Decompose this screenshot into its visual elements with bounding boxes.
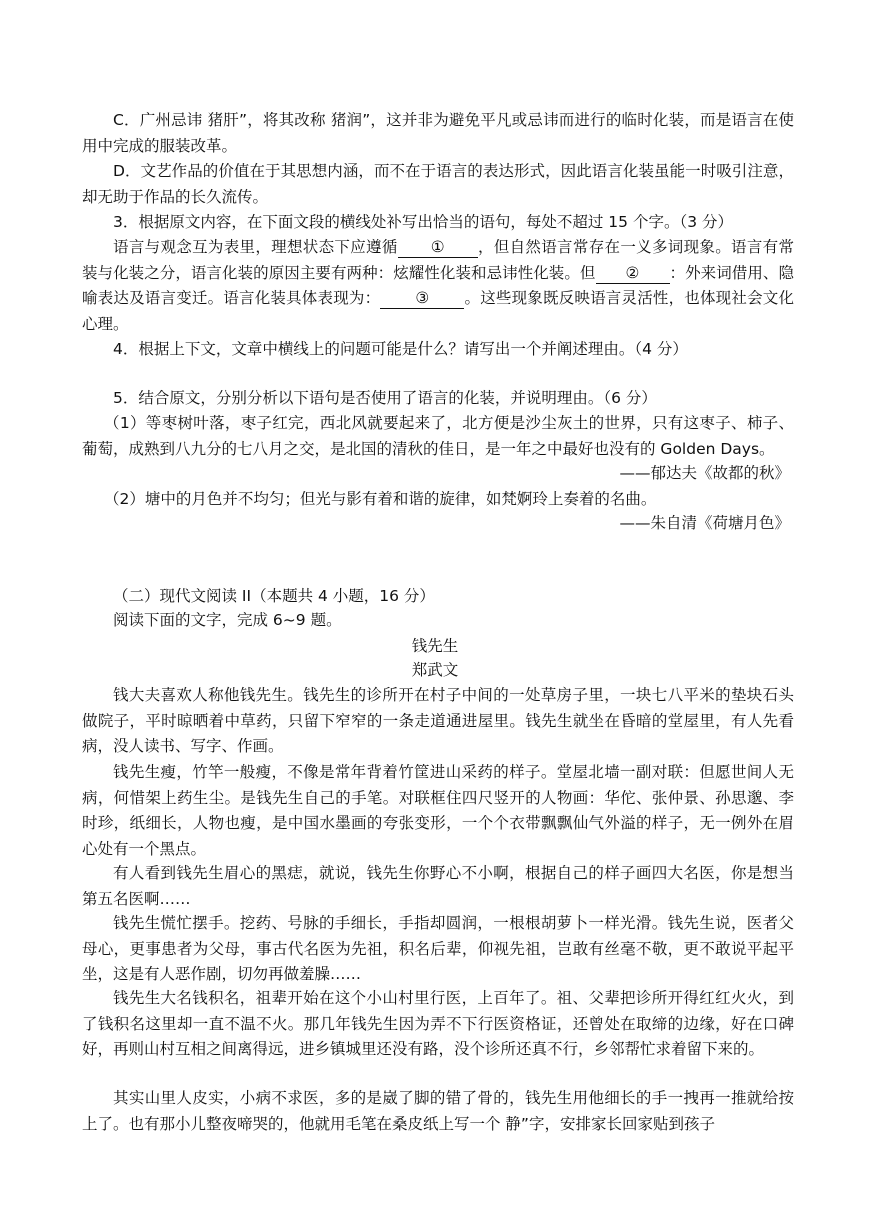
- question-5-prompt: 5．结合原文，分别分析以下语句是否使用了语言的化装，并说明理由。（6 分）: [113, 389, 657, 407]
- q3-text-2: ，但自然语言常存在一义多词现象。语言有常装与化装之分，语言化装的原因主要有两种：炫耀性化装和忌讳性化装。但: [82, 238, 794, 282]
- question-4-prompt: 4．根据上下文，文章中横线上的问题可能是什么？请写出一个并阐述理由。（4 分）: [113, 340, 688, 358]
- question-3-prompt: 3．根据原文内容，在下面文段的横线处补写出恰当的语句，每处不超过 15 个字。（3 分）: [113, 213, 733, 231]
- article-paragraph-3: 有人看到钱先生眉心的黑痣，就说，钱先生你野心不小啊，根据自己的样子画四大名医，你是想当第五名医啊……: [82, 864, 794, 908]
- question-5-item-2: （2）塘中的月色并不均匀；但光与影有着和谐的旋律，如梵婀玲上奏着的名曲。: [104, 490, 657, 508]
- option-d: D．文艺作品的价值在于其思想内涵，而不在于语言的表达形式，因此语言化装虽能一时吸引注意，却无助于作品的长久流传。: [82, 162, 794, 206]
- article-paragraph-1: 钱大夫喜欢人称他钱先生。钱先生的诊所开在村子中间的一处草房子里，一块七八平米的垫块石头做院子，平时晾晒着中草药，只留下窄窄的一条走道通进屋里。钱先生就坐在昏暗的堂屋里，有人先看病，没人读书、写字、作画。: [82, 686, 794, 755]
- article-author: 郑武文: [411, 661, 459, 679]
- section-2-heading: （二）现代文阅读 II（本题共 4 小题，16 分）: [113, 587, 435, 605]
- article-paragraph-5: 钱先生大名钱积名，祖辈开始在这个小山村里行医，上百年了。祖、父辈把诊所开得红红火火，到了钱积名这里却一直不温不火。那几年钱先生因为弄不下行医资格证，还曾处在取缔的边缘，好在口碑好，再则山村互相之间离得远，进乡镇城里还没有路，没个诊所还真不行，乡邻帮忙求着留下来的。: [82, 989, 794, 1058]
- q3-text-1: 语言与观念互为表里，理想状态下应遵循: [113, 238, 398, 256]
- option-c: C．广州忌讳 猪肝”，将其改称 猪润”，这并非为避免平凡或忌讳而进行的临时化装，而是语言在使用中完成的服装改革。: [82, 111, 794, 155]
- question-3-passage: [82, 235, 794, 337]
- article-paragraph-6: 其实山里人皮实，小病不求医，多的是崴了脚的错了骨的，钱先生用他细长的手一拽再一推就给按上了。也有那小儿整夜啼哭的，他就用毛笔在桑皮纸上写一个 静”字，安排家长回家贴到孩子: [82, 1089, 794, 1133]
- q3-text-4: 。这些现象既反映语言灵活性，也体现社会文化心理。: [82, 289, 794, 333]
- question-5-source-2: ——朱自清《荷塘月色》: [619, 514, 790, 532]
- answer-blank-2[interactable]: ②: [596, 263, 670, 284]
- article-title: 钱先生: [411, 637, 459, 655]
- question-5-source-1: ——郁达夫《故都的秋》: [619, 464, 790, 482]
- article-paragraph-2: 钱先生瘦，竹竿一般瘦，不像是常年背着竹筐进山采药的样子。堂屋北墙一副对联：但愿世间人无病，何惜架上药生尘。是钱先生自己的手笔。对联框住四尺竖开的人物画：华佗、张仲景、孙思邈、李时珍，纸细长，人物也瘦，是中国水墨画的夸张变形，一个个衣带飘飘仙气外溢的样子，无一例外在眉心处有一个黑点。: [82, 763, 794, 858]
- question-5-item-1: （1）等枣树叶落，枣子红完，西北风就要起来了，北方便是沙尘灰土的世界，只有这枣子、柿子、葡萄，成熟到八九分的七八月之交，是北国的清秋的佳日，是一年之中最好也没有的 Golden Days。: [82, 414, 794, 458]
- section-2-instruction: 阅读下面的文字，完成 6~9 题。: [113, 611, 342, 629]
- q3-text-3: ：外来词借用、隐喻表达及语言变迁。语言化装具体表现为：: [82, 263, 794, 307]
- answer-blank-1[interactable]: ①: [398, 237, 478, 258]
- article-paragraph-4: 钱先生慌忙摆手。挖药、号脉的手细长，手指却圆润，一根根胡萝卜一样光滑。钱先生说，医者父母心，更事患者为父母，事古代名医为先祖，积名后辈，仰视先祖，岂敢有丝毫不敬，更不敢说平起平坐，这是有人恶作剧，切勿再做羞臊……: [82, 914, 794, 983]
- answer-blank-3[interactable]: ③: [380, 288, 464, 309]
